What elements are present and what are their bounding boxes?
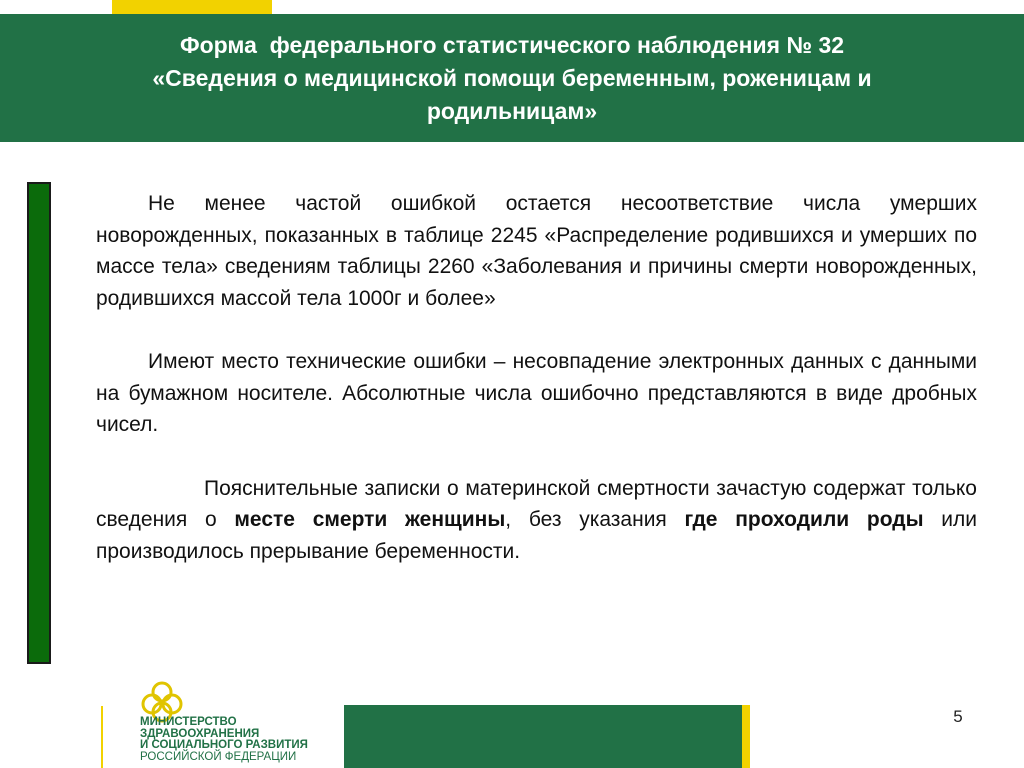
top-accent-stripe	[112, 0, 272, 14]
paragraph-3-bold-1: месте смерти женщины	[234, 508, 506, 531]
logo-line-4: РОССИЙСКОЙ ФЕДЕРАЦИИ	[140, 750, 297, 763]
paragraph-3-text-1: Пояснительные записки о материнской смертности зачастую содержат только сведения о	[96, 476, 977, 531]
footer-divider	[101, 706, 103, 768]
paragraph-2: Имеют место технические ошибки – несовпадение электронных данных с данными на бумажном носителе. Абсолютные числа ошибочно представляются в виде дробных чисел.	[96, 350, 977, 436]
logo-line-3: И СОЦИАЛЬНОГО РАЗВИТИЯ	[140, 739, 308, 751]
footer-yellow-stripe	[742, 705, 750, 768]
side-accent-bar	[27, 182, 51, 664]
ministry-name	[140, 717, 308, 763]
page-number: 5	[953, 707, 963, 726]
logo-line-1: МИНИСТЕРСТВО	[140, 716, 237, 728]
paragraph-3	[96, 473, 977, 568]
paragraph-3-text-3: или производилось прерывание беременности.	[96, 508, 978, 563]
title-line-3: родильницам»	[426, 97, 598, 124]
title-banner	[0, 14, 1024, 142]
title-line-2: «Сведения о медицинской помощи беременным, роженицам и	[152, 64, 872, 91]
paragraph-3-text-2: , без указания	[505, 508, 685, 531]
slide-body	[96, 188, 977, 599]
logo-line-2: ЗДРАВООХРАНЕНИЯ	[140, 727, 260, 740]
paragraph-1: Не менее частой ошибкой остается несоответствие числа умерших новорожденных, показанных в таблице 2245 «Распределение родившихся и умерших по массе тела» сведениям таблицы 2260 «Заболевания и причины смерти новорожденных, родившихся массой тела 1000г и более»	[96, 192, 977, 310]
title-line-1: Форма федерального статистического наблюдения № 32	[179, 31, 845, 58]
slide-title	[112, 29, 911, 128]
paragraph-3-bold-2: где проходили роды	[684, 508, 924, 531]
footer-green-block	[344, 705, 742, 768]
